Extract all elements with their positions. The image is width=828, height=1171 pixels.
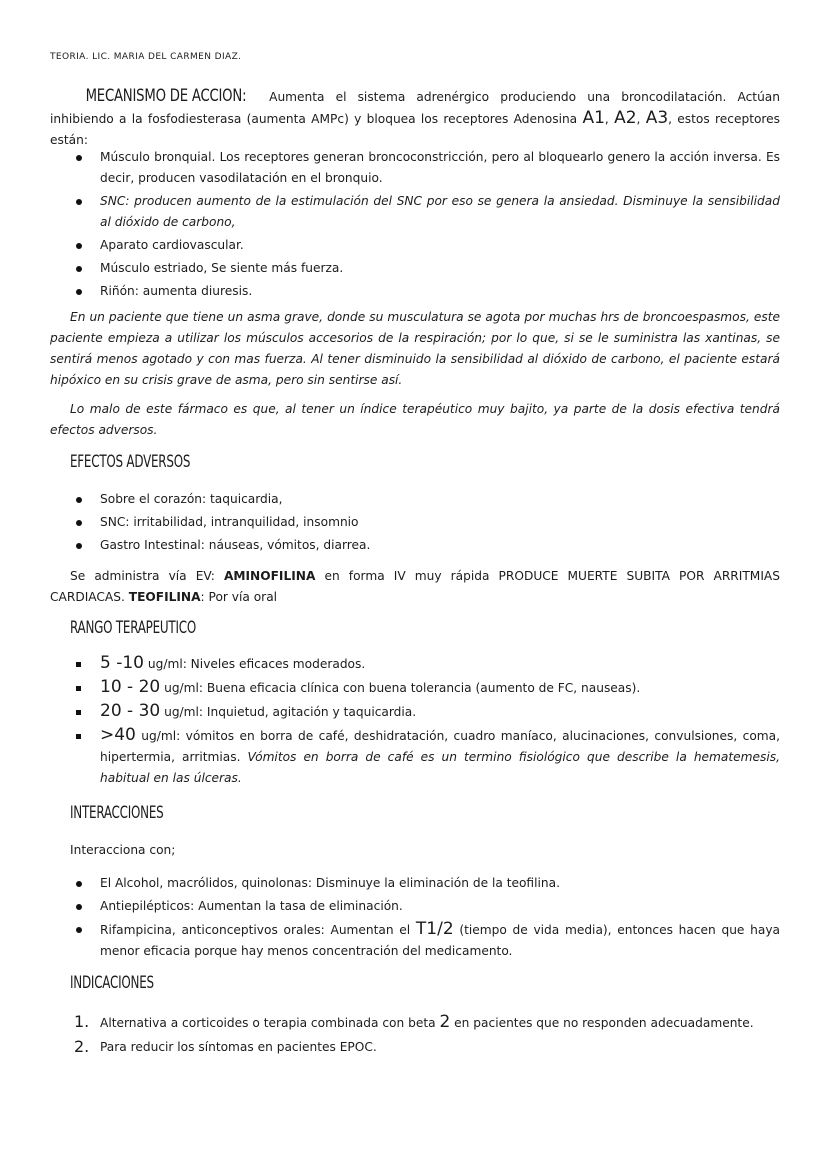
rango-heading: RANGO TERAPEUTICO	[70, 618, 196, 638]
indicaciones-heading: INDICACIONES	[70, 973, 154, 993]
list-item: Riñón: aumenta diuresis.	[70, 281, 780, 302]
interacciones-intro: Interacciona con;	[70, 843, 176, 857]
list-item: 20 - 30 ug/ml: Inquietud, agitación y taquicardia.	[70, 701, 780, 723]
list-item: Antiepilépticos: Aumentan la tasa de eliminación.	[70, 896, 780, 917]
list-item: Músculo estriado, Se siente más fuerza.	[70, 258, 780, 279]
receptores-list	[70, 147, 780, 304]
list-item: Sobre el corazón: taquicardia,	[70, 489, 780, 510]
rango-list	[70, 653, 780, 791]
efectos-heading: EFECTOS ADVERSOS	[70, 452, 191, 472]
page-header: TEORIA. LIC. MARIA DEL CARMEN DIAZ.	[50, 52, 242, 62]
efectos-list	[70, 489, 780, 558]
administracion-paragraph: Se administra vía EV: AMINOFILINA en forma IV muy rápida PRODUCE MUERTE SUBITA POR ARRITMIAS CARDIACAS. TEOFILINA: Por vía oral	[50, 569, 780, 604]
list-item: Aparato cardiovascular.	[70, 235, 780, 256]
indicaciones-list	[70, 1010, 780, 1059]
asma-paragraph: En un paciente que tiene un asma grave, donde su musculatura se agota por muchas hrs de broncoespasmos, este paciente empieza a utilizar los músculos accesorios de la respiración; por lo que, si se le suministra las xantinas, se sentirá menos agotado y con mas fuerza. Al tener disminuido la sensibilidad al dióxido de carbono, el paciente estará hipóxico en su crisis grave de asma, pero sin sentirse así.	[50, 310, 780, 387]
list-item: 1. Alternativa a corticoides o terapia combinada con beta 2 en pacientes que no responden adecuadamente.	[74, 1012, 754, 1032]
list-item: 2. Para reducir los síntomas en pacientes EPOC.	[74, 1037, 377, 1056]
list-item: Rifampicina, anticonceptivos orales: Aumentan el T1/2 (tiempo de vida media), entonces hacen que haya menor eficacia porque hay menos concentración del medicamento.	[70, 919, 780, 962]
interacciones-heading: INTERACCIONES	[70, 803, 164, 823]
list-item: SNC: producen aumento de la estimulación del SNC por eso se genera la ansiedad. Disminuye la sensibilidad al dióxido de carbono,	[70, 191, 780, 233]
list-item: Músculo bronquial. Los receptores generan broncoconstricción, pero al bloquearlo genero la acción inversa. Es decir, producen vasodilatación en el bronquio.	[70, 147, 780, 189]
list-item: >40 ug/ml: vómitos en borra de café, deshidratación, cuadro maníaco, alucinaciones, convulsiones, coma, hipertermia, arritmias. Vómitos en borra de café es un termino fisiológico que describe la hematemesis, habitual en las úlceras.	[70, 725, 780, 789]
mecanismo-heading: MECANISMO DE ACCION:	[85, 86, 247, 106]
list-item: SNC: irritabilidad, intranquilidad, insomnio	[70, 512, 780, 533]
list-item: 10 - 20 ug/ml: Buena eficacia clínica con buena tolerancia (aumento de FC, nauseas).	[70, 677, 780, 699]
list-item: Gastro Intestinal: náuseas, vómitos, diarrea.	[70, 535, 780, 556]
mecanismo-paragraph: MECANISMO DE ACCION: Aumenta el sistema adrenérgico produciendo una broncodilatación. Actúan inhibiendo a la fosfodiesterasa (aumenta AMPc) y bloquea los receptores Adenosina A1, A2, A3, estos receptores están:	[50, 86, 781, 147]
list-item: El Alcohol, macrólidos, quinolonas: Disminuye la eliminación de la teofilina.	[70, 873, 780, 894]
list-item: 5 -10 ug/ml: Niveles eficaces moderados.	[70, 653, 780, 675]
interacciones-list	[70, 873, 780, 964]
efecto-paragraph: Lo malo de este fármaco es que, al tener un índice terapéutico muy bajito, ya parte de la dosis efectiva tendrá efectos adversos.	[50, 402, 780, 437]
